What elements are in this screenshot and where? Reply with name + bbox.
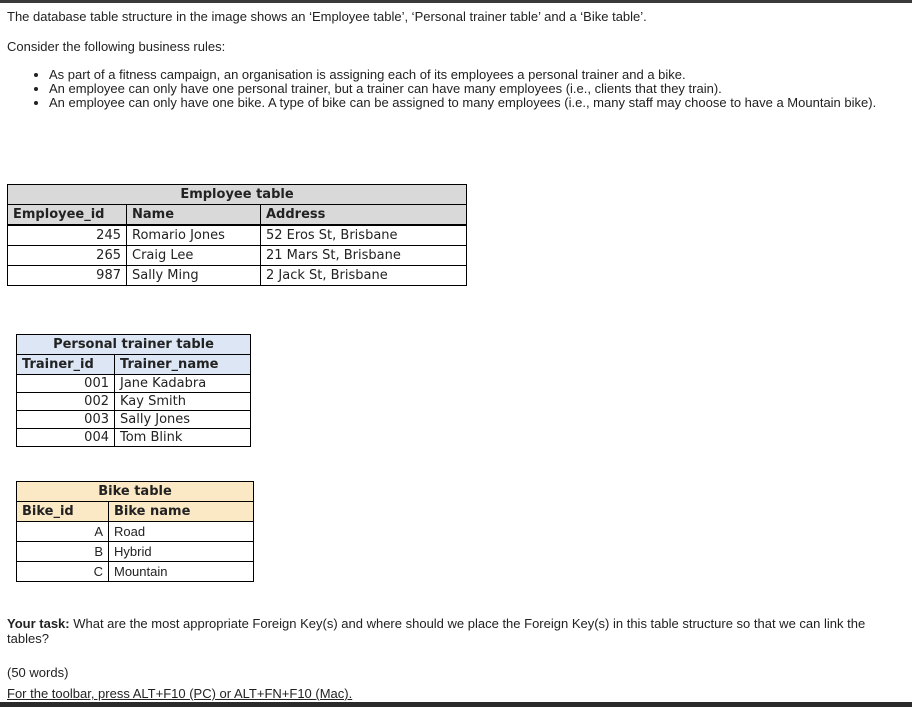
trainer-table-caption: Personal trainer table bbox=[17, 335, 251, 355]
table-row bbox=[17, 429, 251, 447]
bike-id-cell: B bbox=[17, 542, 109, 562]
employee-address-cell: 52 Eros St, Brisbane bbox=[261, 225, 467, 246]
employee-id-cell: 987 bbox=[8, 266, 127, 286]
trainer-id-cell: 004 bbox=[17, 429, 115, 447]
trainer-name-cell: Jane Kadabra bbox=[115, 375, 251, 393]
table-row bbox=[17, 393, 251, 411]
employee-name-cell: Craig Lee bbox=[127, 246, 261, 266]
bike-table bbox=[16, 481, 254, 582]
bike-name-cell: Mountain bbox=[109, 562, 254, 582]
table-row bbox=[17, 542, 254, 562]
top-border bbox=[0, 0, 912, 3]
trainer-name-cell: Tom Blink bbox=[115, 429, 251, 447]
employee-name-cell: Romario Jones bbox=[127, 225, 261, 246]
rule-item: • An employee can only have one personal trainer, but a trainer can have many employees (i.e., clients that they train). bbox=[49, 82, 911, 96]
table-row bbox=[17, 562, 254, 582]
trainer-name-cell: Kay Smith bbox=[115, 393, 251, 411]
bike-id-header: Bike_id bbox=[17, 502, 109, 522]
rule-item: • As part of a fitness campaign, an organisation is assigning each of its employees a personal trainer and a bike. bbox=[49, 68, 911, 82]
table-row bbox=[8, 225, 467, 246]
bike-name-cell: Hybrid bbox=[109, 542, 254, 562]
table-row bbox=[8, 266, 467, 286]
employee-id-cell: 245 bbox=[8, 225, 127, 246]
task-label: Your task: bbox=[7, 616, 70, 631]
table-row bbox=[17, 522, 254, 542]
trainer-table bbox=[16, 334, 251, 447]
employee-id-cell: 265 bbox=[8, 246, 127, 266]
trainer-name-header: Trainer_name bbox=[115, 355, 251, 375]
task-text: What are the most appropriate Foreign Key(s) and where should we place the Foreign Key(s) in this table structure so that we can link the tables? bbox=[7, 616, 866, 646]
bike-table-caption: Bike table bbox=[17, 482, 254, 502]
task-question bbox=[7, 616, 902, 646]
consider-text: Consider the following business rules: bbox=[7, 39, 226, 54]
employee-table-caption: Employee table bbox=[8, 185, 467, 205]
trainer-id-header: Trainer_id bbox=[17, 355, 115, 375]
table-row bbox=[17, 411, 251, 429]
employee-address-cell: 21 Mars St, Brisbane bbox=[261, 246, 467, 266]
table-row bbox=[8, 246, 467, 266]
employee-name-header: Name bbox=[127, 205, 261, 226]
table-row bbox=[17, 375, 251, 393]
employee-name-cell: Sally Ming bbox=[127, 266, 261, 286]
bike-id-cell: A bbox=[17, 522, 109, 542]
employee-address-header: Address bbox=[261, 205, 467, 226]
intro-text: The database table structure in the image shows an ‘Employee table’, ‘Personal trainer table’ and a ‘Bike table’. bbox=[7, 9, 647, 24]
rule-item: • An employee can only have one bike. A type of bike can be assigned to many employees (i.e., many staff may choose to have a Mountain bike). bbox=[49, 96, 911, 110]
trainer-id-cell: 002 bbox=[17, 393, 115, 411]
bike-name-cell: Road bbox=[109, 522, 254, 542]
employee-id-header: Employee_id bbox=[8, 205, 127, 226]
trainer-id-cell: 001 bbox=[17, 375, 115, 393]
business-rules-list bbox=[29, 68, 911, 110]
trainer-name-cell: Sally Jones bbox=[115, 411, 251, 429]
trainer-id-cell: 003 bbox=[17, 411, 115, 429]
bike-id-cell: C bbox=[17, 562, 109, 582]
editor-top-edge bbox=[0, 702, 912, 707]
employee-address-cell: 2 Jack St, Brisbane bbox=[261, 266, 467, 286]
employee-table bbox=[7, 184, 467, 286]
toolbar-hint-link[interactable]: For the toolbar, press ALT+F10 (PC) or ALT+FN+F10 (Mac). bbox=[7, 686, 353, 701]
word-limit: (50 words) bbox=[7, 665, 69, 680]
bike-name-header: Bike name bbox=[109, 502, 254, 522]
